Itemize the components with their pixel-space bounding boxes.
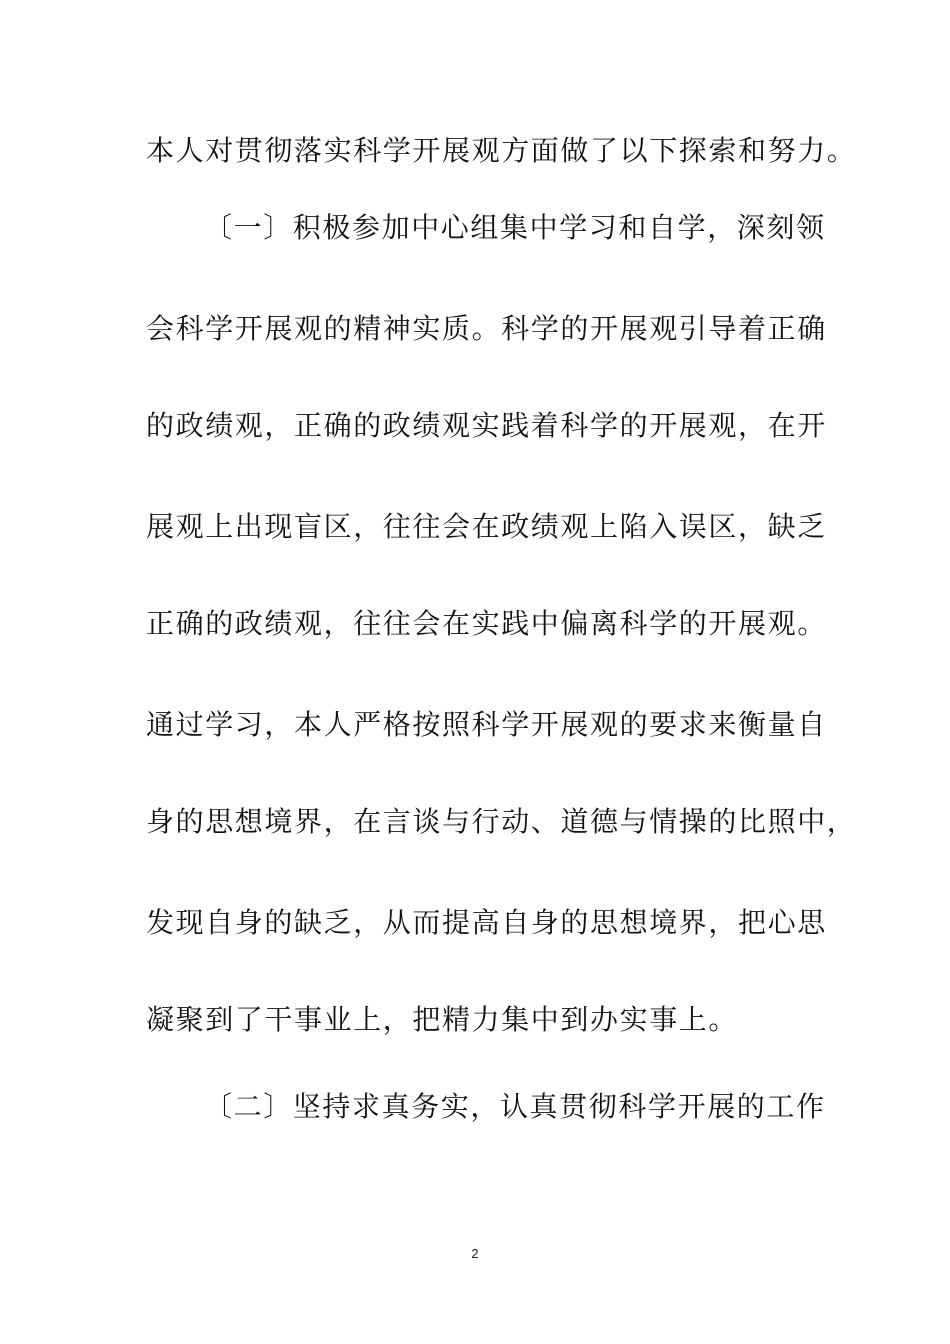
text-line-11: 〔二〕坚持求真务实，认真贯彻科学开展的工作 <box>204 1090 826 1123</box>
text-line-4: 的政绩观，正确的政绩观实践着科学的开展观，在开 <box>146 409 827 442</box>
text-line-5: 展观上出现盲区，往往会在政绩观上陷入误区，缺乏 <box>146 510 827 543</box>
text-line-6: 正确的政绩观，往往会在实践中偏离科学的开展观。 <box>146 607 827 640</box>
text-line-3: 会科学开展观的精神实质。科学的开展观引导着正确 <box>146 312 827 345</box>
page-number: 2 <box>471 1246 479 1261</box>
text-line-7: 通过学习，本人严格按照科学开展观的要求来衡量自 <box>146 708 827 741</box>
text-line-10: 凝聚到了干事业上，把精力集中到办实事上。 <box>146 1003 739 1036</box>
text-line-1: 本人对贯彻落实科学开展观方面做了以下探索和努力。 <box>146 134 857 167</box>
text-line-2: 〔一〕积极参加中心组集中学习和自学，深刻领 <box>204 211 826 244</box>
text-line-9: 发现自身的缺乏，从而提高自身的思想境界，把心思 <box>146 906 827 939</box>
text-line-8: 身的思想境界，在言谈与行动、道德与情操的比照中， <box>146 805 857 838</box>
